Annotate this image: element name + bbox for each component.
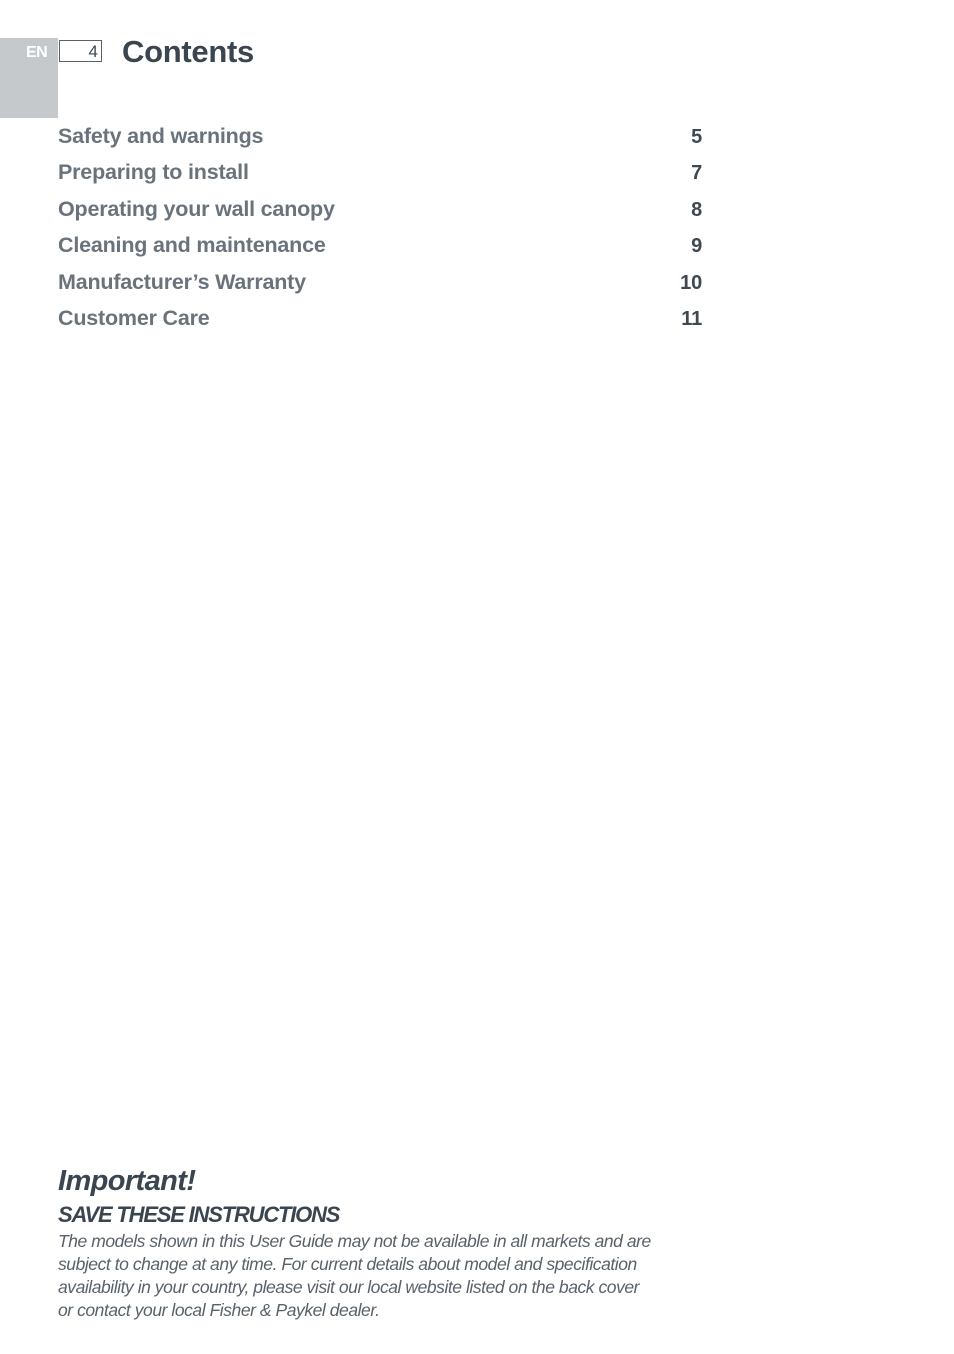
toc-item-page: 9 — [691, 235, 702, 258]
toc-item-page: 8 — [691, 198, 702, 221]
notice-line: availability in your country, please visit our local website listed on the back cover — [58, 1277, 640, 1297]
toc-item-label: Safety and warnings — [58, 124, 264, 148]
toc-item-page: 7 — [691, 162, 702, 185]
notice-title: Important! — [58, 1165, 196, 1197]
toc-item-label: Customer Care — [58, 305, 210, 330]
page-title: Contents — [122, 34, 254, 69]
toc-item-label: Preparing to install — [58, 160, 249, 185]
toc-item-page: 10 — [680, 271, 702, 294]
toc-item-warranty[interactable] — [58, 270, 704, 306]
toc-item-label: Operating your wall canopy — [58, 196, 335, 221]
notice-line: subject to change at any time. For current details about model and specification — [58, 1254, 637, 1274]
page-number: 4 — [88, 42, 98, 61]
toc-item-customer-care[interactable] — [58, 306, 704, 342]
toc-item-safety[interactable] — [58, 124, 704, 160]
notice-line: or contact your local Fisher & Paykel dealer. — [58, 1300, 380, 1320]
table-of-contents — [58, 124, 704, 342]
language-label: EN — [26, 44, 48, 61]
toc-item-label: Manufacturer’s Warranty — [58, 269, 306, 294]
toc-item-label: Cleaning and maintenance — [58, 233, 326, 258]
notice-body — [58, 1230, 708, 1322]
important-notice — [58, 1162, 708, 1322]
toc-item-cleaning[interactable] — [58, 233, 704, 269]
toc-item-preparing[interactable] — [58, 160, 704, 196]
toc-item-operating[interactable] — [58, 197, 704, 233]
toc-item-page: 5 — [691, 126, 702, 148]
toc-item-page: 11 — [681, 307, 702, 330]
page-number-box — [59, 40, 102, 62]
notice-line: The models shown in this User Guide may not be available in all markets and are — [58, 1231, 651, 1251]
notice-subtitle: SAVE THESE INSTRUCTIONS — [58, 1202, 340, 1227]
